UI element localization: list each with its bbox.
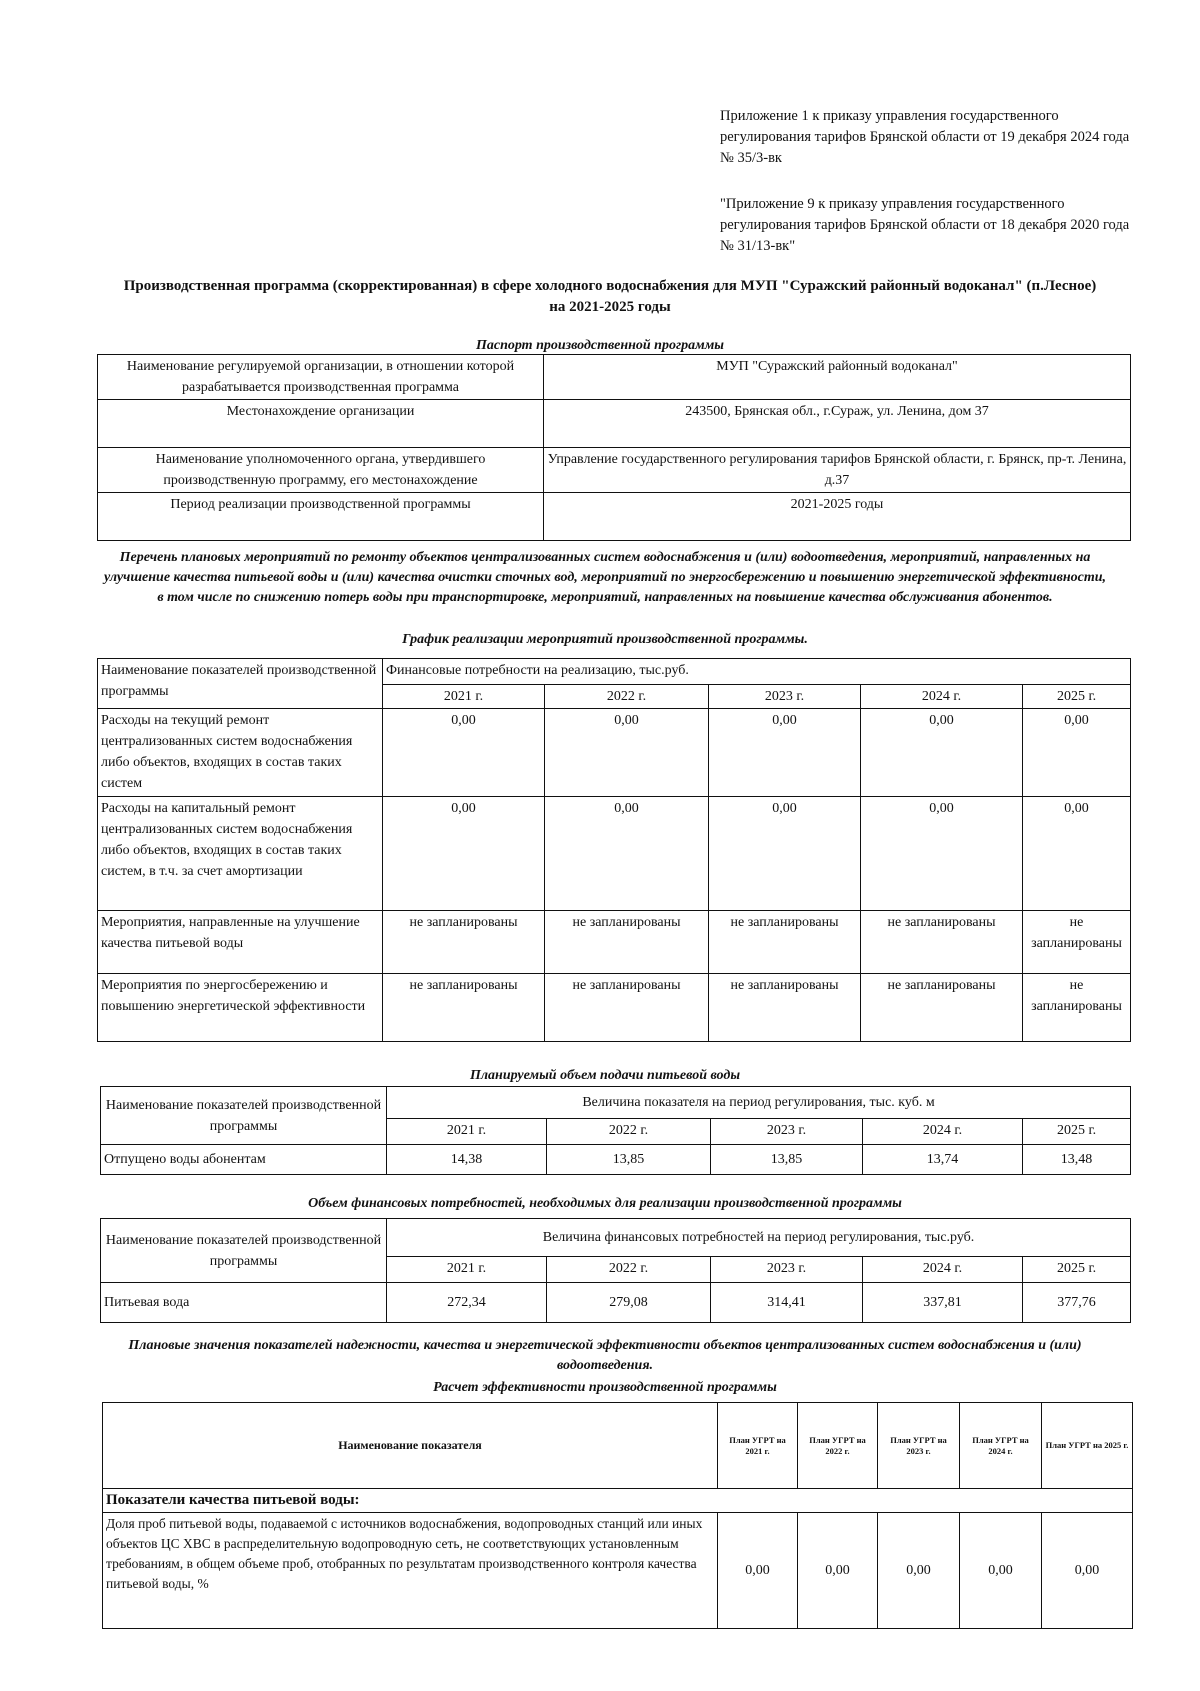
efficiency-subcaption: Расчет эффективности производственной программы [433, 1380, 777, 1395]
cell-value: 272,34 [387, 1283, 547, 1323]
efficiency-table [102, 1402, 1133, 1629]
year-header: 2025 г. [1023, 1257, 1131, 1283]
plan-header: План УГРТ на 2021 г. [718, 1403, 798, 1489]
year-header: 2025 г. [1023, 685, 1131, 709]
cell-value: 0,00 [383, 797, 545, 911]
cell-value: не запланированы [545, 911, 709, 974]
document-title: Производственная программа (скорректированная) в сфере холодного водоснабжения для МУП "Суражский районный водоканал" (п.Лесное) на 2021-2025 годы [123, 278, 1097, 315]
cell-value: 0,00 [718, 1513, 798, 1629]
annex-note-1: Приложение 1 к приказу управления государственного регулирования тарифов Брянской области от 19 декабря 2024 года № 35/3-вк [720, 108, 1130, 166]
row-label: Доля проб питьевой воды, подаваемой с источников водоснабжения, водопроводных станций или иных объектов ЦС ХВС в распределительную водопроводную сеть, не соответствующих установленным требованиям, в общем объеме проб, отобранных по результатам производственного контроля качества питьевой воды, % [103, 1513, 718, 1629]
finance-header-value: Величина финансовых потребностей на период регулирования, тыс.руб. [387, 1219, 1131, 1257]
passport-value: 2021-2025 годы [544, 493, 1131, 541]
cell-value: 314,41 [711, 1283, 863, 1323]
year-header: 2025 г. [1023, 1119, 1131, 1145]
year-header: 2023 г. [709, 685, 861, 709]
row-label: Расходы на капитальный ремонт централизованных систем водоснабжения либо объектов, входящих в состав таких систем, в т.ч. за счет амортизации [98, 797, 383, 911]
efficiency-header-name: Наименование показателя [103, 1403, 718, 1489]
table-row [101, 1283, 1131, 1323]
cell-value: не запланированы [383, 974, 545, 1042]
year-header: 2021 г. [387, 1257, 547, 1283]
year-header: 2023 г. [711, 1119, 863, 1145]
volume-header-name: Наименование показателей производственной программы [101, 1087, 387, 1145]
year-header: 2021 г. [383, 685, 545, 709]
cell-value: 0,00 [878, 1513, 960, 1629]
cell-value: 13,48 [1023, 1145, 1131, 1175]
passport-caption: Паспорт производственной программы [475, 338, 725, 353]
cell-value: не запланированы [861, 974, 1023, 1042]
cell-value: 0,00 [1023, 797, 1131, 911]
annex-note-2: "Приложение 9 к приказу управления государственного регулирования тарифов Брянской области от 18 декабря 2020 года № 31/13-вк" [720, 196, 1130, 254]
year-header: 2023 г. [711, 1257, 863, 1283]
cell-value: 0,00 [960, 1513, 1042, 1629]
passport-value: 243500, Брянская обл., г.Сураж, ул. Ленина, дом 37 [544, 400, 1131, 448]
row-label: Мероприятия, направленные на улучшение качества питьевой воды [98, 911, 383, 974]
passport-label: Наименование регулируемой организации, в отношении которой разрабатывается производственная программа [98, 355, 544, 400]
passport-label: Период реализации производственной программы [98, 493, 544, 541]
plan-header: План УГРТ на 2025 г. [1042, 1403, 1133, 1489]
table-row [98, 974, 1131, 1042]
cell-value: 14,38 [387, 1145, 547, 1175]
cell-value: 0,00 [861, 797, 1023, 911]
passport-value: Управление государственного регулирования тарифов Брянской области, г. Брянск, пр-т. Ленина, д.37 [544, 448, 1131, 493]
year-header: 2024 г. [863, 1257, 1023, 1283]
table-row [101, 1145, 1131, 1175]
passport-row [98, 400, 1131, 448]
cell-value: не запланированы [383, 911, 545, 974]
cell-value: 0,00 [798, 1513, 878, 1629]
cell-value: 0,00 [1042, 1513, 1133, 1629]
passport-value: МУП "Суражский районный водоканал" [544, 355, 1131, 400]
cell-value: 377,76 [1023, 1283, 1131, 1323]
measures-subcaption: График реализации мероприятий производственной программы. [402, 632, 808, 647]
year-header: 2022 г. [547, 1257, 711, 1283]
row-label: Отпущено воды абонентам [101, 1145, 387, 1175]
row-label: Расходы на текущий ремонт централизованных систем водоснабжения либо объектов, входящих в состав таких систем [98, 709, 383, 797]
finance-header-name: Наименование показателей производственной программы [101, 1219, 387, 1283]
passport-label: Местонахождение организации [98, 400, 544, 448]
cell-value: 0,00 [1023, 709, 1131, 797]
year-header: 2022 г. [547, 1119, 711, 1145]
cell-value: не запланированы [545, 974, 709, 1042]
cell-value: 279,08 [547, 1283, 711, 1323]
measures-header-name: Наименование показателей производственной программы [98, 659, 383, 709]
measures-table [97, 658, 1131, 1042]
finance-table [100, 1218, 1131, 1323]
row-label: Мероприятия по энергосбережению и повышению энергетической эффективности [98, 974, 383, 1042]
cell-value: 0,00 [709, 709, 861, 797]
year-header: 2024 г. [861, 685, 1023, 709]
plan-header: План УГРТ на 2024 г. [960, 1403, 1042, 1489]
cell-value: 0,00 [545, 797, 709, 911]
passport-table [97, 354, 1131, 541]
measures-caption: Перечень плановых мероприятий по ремонту объектов централизованных систем водоснабжения и (или) водоотведения, мероприятий, направленных на улучшение качества питьевой воды и (или) качества очистки сточных вод, мероприятий по энергосбережению и повышению энергетической эффективности, в том числе по снижению потерь воды при транспортировке, мероприятий, направленных на повышение качества обслуживания абонентов. [103, 550, 1106, 605]
table-row [98, 797, 1131, 911]
cell-value: 0,00 [709, 797, 861, 911]
table-row [103, 1513, 1133, 1629]
table-row [98, 911, 1131, 974]
cell-value: 0,00 [383, 709, 545, 797]
cell-value: 337,81 [863, 1283, 1023, 1323]
cell-value: не запланированы [709, 911, 861, 974]
finance-caption: Объем финансовых потребностей, необходимых для реализации производственной программы [308, 1196, 902, 1211]
volume-caption: Планируемый объем подачи питьевой воды [469, 1068, 741, 1083]
cell-value: 13,85 [547, 1145, 711, 1175]
year-header: 2021 г. [387, 1119, 547, 1145]
cell-value: не запланированы [1023, 911, 1131, 974]
passport-row [98, 355, 1131, 400]
plan-header: План УГРТ на 2022 г. [798, 1403, 878, 1489]
volume-header-value: Величина показателя на период регулирования, тыс. куб. м [387, 1087, 1131, 1119]
plan-header: План УГРТ на 2023 г. [878, 1403, 960, 1489]
cell-value: 13,85 [711, 1145, 863, 1175]
row-label: Питьевая вода [101, 1283, 387, 1323]
measures-header-finance: Финансовые потребности на реализацию, тыс.руб. [383, 659, 1131, 685]
year-header: 2022 г. [545, 685, 709, 709]
passport-label: Наименование уполномоченного органа, утвердившего производственную программу, его местонахождение [98, 448, 544, 493]
cell-value: не запланированы [1023, 974, 1131, 1042]
efficiency-caption: Плановые значения показателей надежности, качества и энергетической эффективности объектов централизованных систем водоснабжения и (или) водоотведения. [128, 1338, 1082, 1373]
cell-value: не запланированы [861, 911, 1023, 974]
cell-value: 0,00 [861, 709, 1023, 797]
passport-row [98, 448, 1131, 493]
volume-table [100, 1086, 1131, 1175]
year-header: 2024 г. [863, 1119, 1023, 1145]
passport-row [98, 493, 1131, 541]
table-row [98, 709, 1131, 797]
efficiency-section-title: Показатели качества питьевой воды: [103, 1489, 1133, 1513]
cell-value: 0,00 [545, 709, 709, 797]
cell-value: 13,74 [863, 1145, 1023, 1175]
cell-value: не запланированы [709, 974, 861, 1042]
